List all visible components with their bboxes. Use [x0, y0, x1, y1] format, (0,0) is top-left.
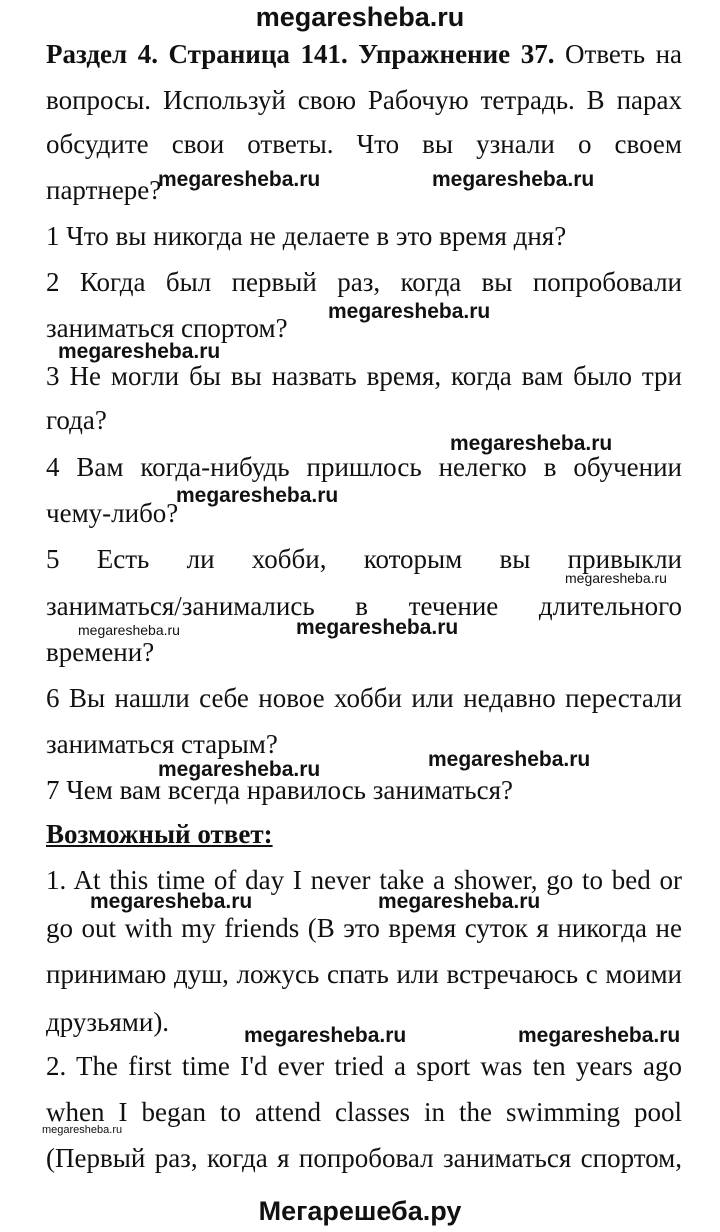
watermark: megaresheba.ru — [58, 340, 221, 363]
answer-heading: Возможный ответ: — [46, 819, 273, 849]
question-3-cont: года? — [46, 405, 107, 435]
question-1: 1 Что вы никогда не делаете в это время дня? — [46, 221, 567, 251]
question-4: 4 Вам когда-нибудь пришлось нелегко в обучении — [46, 452, 682, 482]
task-title-line — [46, 38, 682, 70]
question-6-cont: заниматься старым? — [46, 729, 278, 759]
header-watermark: megaresheba.ru — [255, 2, 465, 32]
watermark: megaresheba.ru — [42, 1124, 123, 1136]
question-2-cont: заниматься спортом? — [46, 313, 288, 343]
watermark: megaresheba.ru — [518, 1024, 681, 1047]
watermark: megaresheba.ru — [296, 616, 459, 639]
answer-2-line: when I began to attend classes in the swimming pool — [46, 1097, 682, 1127]
question-5: 5 Есть ли хобби, которым вы привыкли — [46, 544, 682, 574]
question-2: 2 Когда был первый раз, когда вы попробовали — [46, 267, 682, 297]
task-intro-line: обсудите свои ответы. Что вы узнали о своем — [46, 129, 682, 159]
question-5-cont: заниматься/занимались в течение длительного — [46, 591, 682, 621]
watermark: megaresheba.ru — [565, 570, 667, 586]
answer-2-line: (Первый раз, когда я попробовал заниматься спортом, — [46, 1143, 682, 1173]
watermark: megaresheba.ru — [90, 890, 253, 913]
watermark: megaresheba.ru — [158, 758, 321, 781]
watermark: megaresheba.ru — [328, 300, 491, 323]
task-title: Раздел 4. Страница 141. Упражнение 37. — [46, 39, 555, 69]
watermark: megaresheba.ru — [244, 1024, 407, 1047]
watermark: megaresheba.ru — [158, 168, 321, 191]
answer-1-line: друзьями). — [46, 1007, 170, 1037]
task-intro-line: вопросы. Используй свою Рабочую тетрадь. В парах — [46, 85, 682, 115]
watermark: megaresheba.ru — [378, 890, 541, 913]
question-3: 3 Не могли бы вы назвать время, когда вам было три — [46, 361, 682, 391]
task-intro-start: Ответь на — [565, 39, 683, 69]
watermark: megaresheba.ru — [432, 168, 595, 191]
question-4-cont: чему-либо? — [46, 498, 179, 528]
answer-1-line: принимаю душ, ложусь спать или встречаюсь с моими — [46, 959, 682, 989]
answer-2-line: 2. The first time I'd ever tried a sport was ten years ago — [46, 1051, 682, 1081]
question-5-cont: времени? — [46, 637, 155, 667]
question-6: 6 Вы нашли себе новое хобби или недавно перестали — [46, 683, 682, 713]
question-7: 7 Чем вам всегда нравилось заниматься? — [46, 775, 513, 805]
watermark: megaresheba.ru — [428, 748, 591, 771]
watermark: megaresheba.ru — [450, 432, 613, 455]
answer-1-line: go out with my friends (В это время суток я никогда не — [46, 913, 682, 943]
footer-watermark: Мегарешеба.ру — [258, 1196, 462, 1226]
task-intro-line: партнере? — [46, 175, 162, 205]
watermark: megaresheba.ru — [78, 622, 180, 638]
watermark: megaresheba.ru — [176, 484, 339, 507]
answer-1-line: 1. At this time of day I never take a shower, go to bed or — [46, 865, 682, 895]
